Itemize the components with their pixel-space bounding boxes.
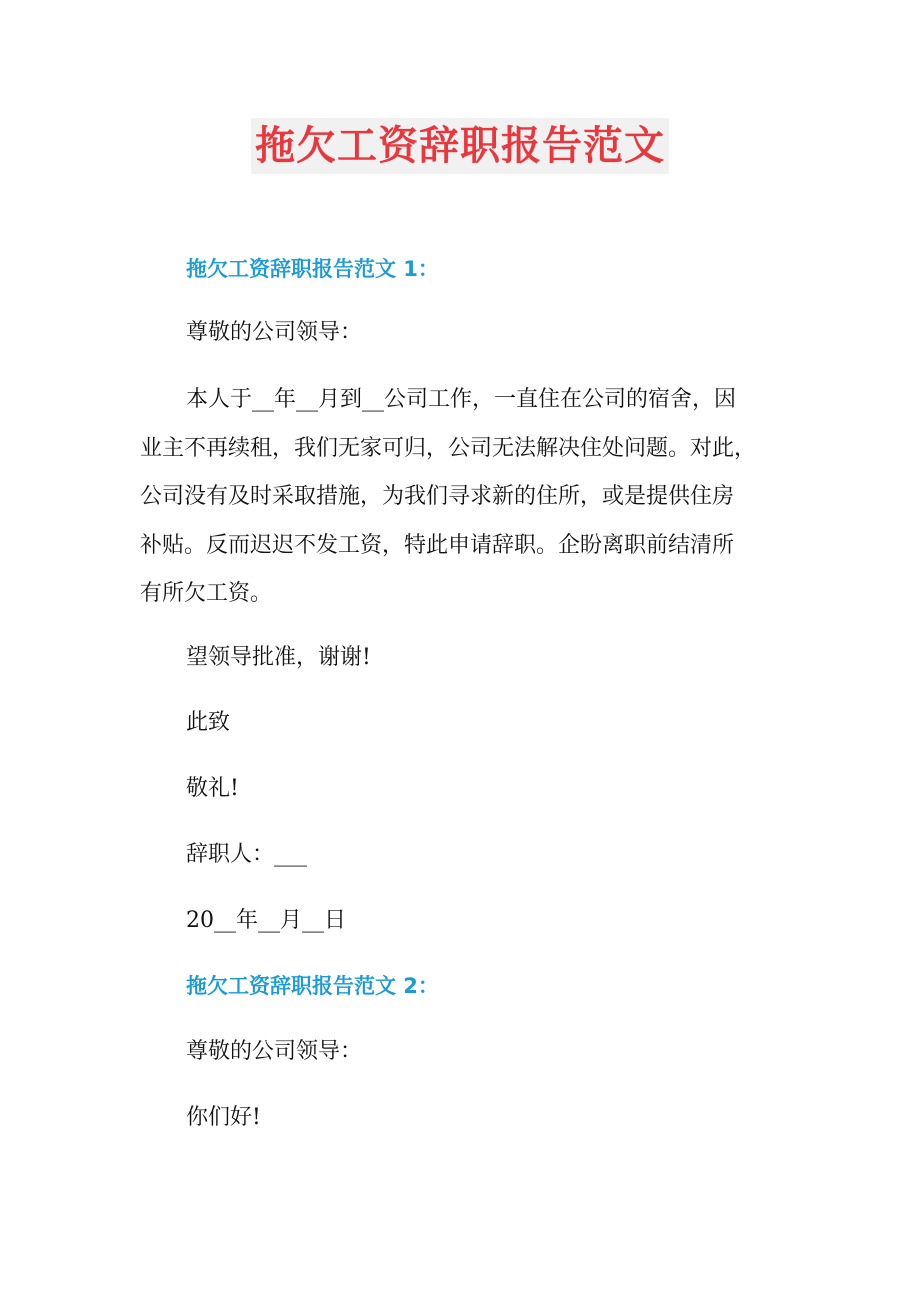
body-line: 业主不再续租，我们无家可归，公司无法解决住处问题。对此， bbox=[140, 435, 757, 461]
body-line: 有所欠工资。 bbox=[140, 581, 273, 606]
sample2-salutation: 尊敬的公司领导： bbox=[186, 1039, 363, 1064]
document-title: 拖欠工资辞职报告范文 bbox=[251, 118, 669, 174]
sample1-body-paragraph bbox=[140, 376, 780, 619]
sample1-closing-1: 此致 bbox=[186, 710, 231, 735]
sample2-heading: 拖欠工资辞职报告范文 2： bbox=[186, 974, 439, 998]
title-container bbox=[0, 118, 920, 174]
sample1-salutation: 尊敬的公司领导： bbox=[186, 320, 363, 345]
sample1-heading: 拖欠工资辞职报告范文 1： bbox=[186, 257, 439, 281]
sample1-request: 望领导批准，谢谢! bbox=[186, 645, 371, 670]
body-line: 公司没有及时采取措施，为我们寻求新的住所，或是提供住房 bbox=[140, 484, 735, 509]
body-line: 本人于__年__月到__公司工作，一直住在公司的宿舍，因 bbox=[186, 387, 737, 412]
sample2-greeting: 你们好! bbox=[186, 1105, 261, 1130]
sample1-signature: 辞职人：___ bbox=[186, 842, 308, 867]
sample1-closing-2: 敬礼! bbox=[186, 776, 239, 801]
body-line: 补贴。反而迟迟不发工资，特此申请辞职。企盼离职前结清所 bbox=[140, 532, 735, 558]
sample1-date: 20__年__月__日 bbox=[186, 908, 346, 933]
